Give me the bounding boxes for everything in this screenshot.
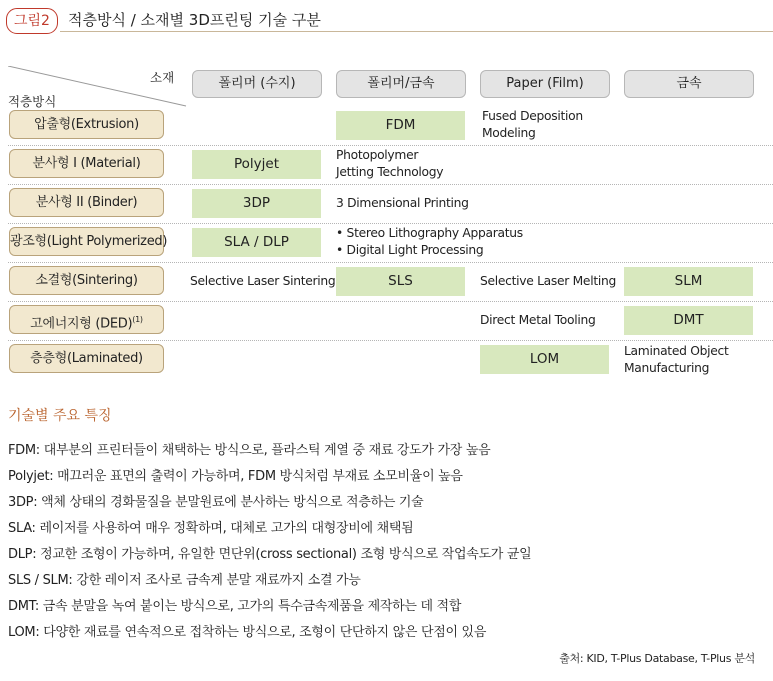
cell-3dp-description: 3 Dimensional Printing xyxy=(336,196,469,210)
row-label-light-polymerized: 광조형(Light Polymerized) xyxy=(9,227,164,256)
cell-fdm: FDM xyxy=(336,111,465,140)
cell-3dp: 3DP xyxy=(192,189,321,218)
source-note: 출처: KID, T-Plus Database, T-Plus 분석 xyxy=(559,652,755,665)
feature-item-lom: LOM: 다양한 재료를 연속적으로 접착하는 방식으로, 조형이 단단하지 않은 단점이 있음 xyxy=(8,625,487,640)
row-label-material-jetting: 분사형 I (Material) xyxy=(9,149,164,178)
cell-slm-description: Selective Laser Melting xyxy=(480,274,616,288)
feature-item-3dp: 3DP: 액체 상태의 경화물질을 분말원료에 분사하는 방식으로 적층하는 기술 xyxy=(8,495,424,510)
column-header-paper-film: Paper (Film) xyxy=(480,70,610,98)
row-divider xyxy=(8,223,773,224)
feature-item-sls-slm: SLS / SLM: 강한 레이저 조사로 금속계 분말 재료까지 소결 가능 xyxy=(8,573,361,588)
column-header-metal: 금속 xyxy=(624,70,754,98)
corner-material-label: 소재 xyxy=(150,70,175,85)
row-label-sintering: 소결형(Sintering) xyxy=(9,266,164,295)
cell-lom-description xyxy=(624,343,728,377)
cell-text-line: • Stereo Lithography Apparatus xyxy=(336,226,523,240)
cell-text-line: • Digital Light Processing xyxy=(336,243,484,257)
cell-dmt-description: Direct Metal Tooling xyxy=(480,313,596,327)
row-divider xyxy=(8,262,773,263)
feature-item-sla: SLA: 레이저를 사용하여 매우 정확하며, 대체로 고가의 대형장비에 채택됨 xyxy=(8,521,414,536)
title-divider xyxy=(60,31,773,32)
row-label-binder-jetting: 분사형 II (Binder) xyxy=(9,188,164,217)
cell-text-line: Jetting Technology xyxy=(336,165,444,179)
row-divider xyxy=(8,184,773,185)
cell-slm: SLM xyxy=(624,267,753,296)
cell-polyjet: Polyjet xyxy=(192,150,321,179)
row-label-ded xyxy=(9,305,164,334)
column-header-polymer-metal: 폴리머/금속 xyxy=(336,70,466,98)
row-label-ded-text: 고에너지형 (DED) xyxy=(30,316,133,332)
cell-text-line: Photopolymer xyxy=(336,148,419,162)
row-label-laminated: 층층형(Laminated) xyxy=(9,344,164,373)
footnote-marker: (1) xyxy=(132,315,143,324)
cell-dmt: DMT xyxy=(624,306,753,335)
column-header-polymer-resin: 폴리머 (수지) xyxy=(192,70,322,98)
feature-item-polyjet: Polyjet: 매끄러운 표면의 출력이 가능하며, FDM 방식처럼 부재료 소모비율이 높음 xyxy=(8,469,463,484)
features-heading: 기술별 주요 특징 xyxy=(8,408,112,424)
cell-text-line: Manufacturing xyxy=(624,361,710,375)
feature-item-dmt: DMT: 금속 분말을 녹여 붙이는 방식으로, 고가의 특수금속제품을 제작하는 데 적합 xyxy=(8,599,462,614)
cell-text-line: Laminated Object xyxy=(624,344,729,358)
cell-polyjet-description xyxy=(336,147,443,181)
row-divider xyxy=(8,340,773,341)
figure-label: 그림2 xyxy=(6,8,58,34)
row-divider xyxy=(8,301,773,302)
cell-fdm-description xyxy=(482,108,583,142)
cell-sls-description: Selective Laser Sintering xyxy=(190,274,336,288)
cell-lom: LOM xyxy=(480,345,609,374)
feature-item-fdm: FDM: 대부분의 프린터들이 채택하는 방식으로, 플라스틱 계열 중 재료 강도가 가장 높음 xyxy=(8,443,491,458)
cell-sla-dlp-description xyxy=(336,225,523,259)
cell-sls: SLS xyxy=(336,267,465,296)
feature-item-dlp: DLP: 정교한 조형이 가능하며, 유일한 면단위(cross sectional) 조형 방식으로 작업속도가 균일 xyxy=(8,547,532,562)
row-divider xyxy=(8,145,773,146)
figure-title: 적층방식 / 소재별 3D프린팅 기술 구분 xyxy=(68,11,321,29)
corner-method-label: 적층방식 xyxy=(8,94,57,109)
row-label-extrusion: 압출형(Extrusion) xyxy=(9,110,164,139)
cell-text-line: Modeling xyxy=(482,126,536,140)
cell-sla-dlp: SLA / DLP xyxy=(192,228,321,257)
cell-text-line: Fused Deposition xyxy=(482,109,583,123)
